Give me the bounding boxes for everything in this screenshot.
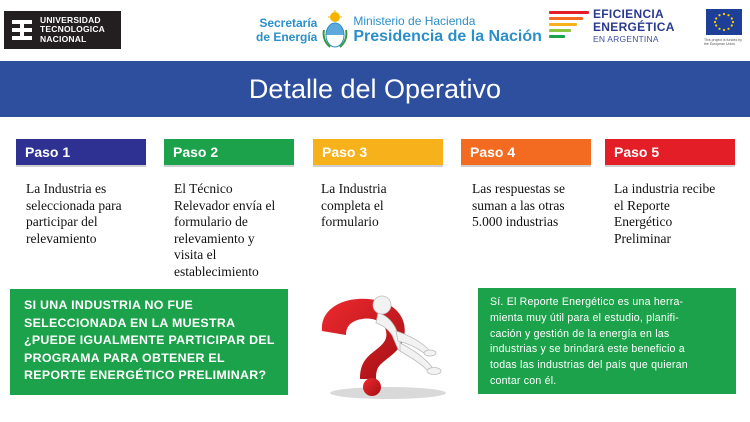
question-panel: [10, 289, 288, 395]
step-line: formulario: [321, 214, 379, 229]
page-title: Detalle del Operativo: [248, 73, 502, 104]
step-line: Las respuestas se: [472, 181, 565, 196]
step-1-label: Paso 1: [25, 144, 71, 160]
step-line: seleccionada para: [26, 197, 122, 213]
ministerio: [353, 14, 542, 46]
step-3-bar: [313, 139, 443, 167]
answer-line: mienta muy útil para el estudio, planifi-: [490, 311, 679, 324]
secretaria-line: de Energía: [256, 30, 318, 44]
step-3-label: Paso 3: [322, 144, 368, 160]
escudo-argentina-icon: [322, 10, 348, 50]
presidencia-text: Presidencia de la Nación: [353, 28, 542, 45]
step-line: establecimiento: [174, 263, 259, 279]
step-1-bar: [16, 139, 146, 167]
utn-logo-icon: [9, 17, 35, 43]
step-line: La Industria es: [26, 181, 107, 196]
eficiencia-line: EN ARGENTINA: [593, 34, 659, 44]
government-logo: [256, 9, 542, 51]
title-bar: [0, 61, 750, 117]
secretaria-line: Secretaría: [259, 16, 318, 30]
answer-line: Sí. El Reporte Energético es una herra-: [490, 296, 684, 308]
answer-line: todas las industrias del país que quieran: [490, 359, 688, 372]
step-2-description: [174, 181, 299, 280]
step-line: formulario de: [174, 214, 248, 229]
utn-name: [40, 16, 105, 45]
utn-line: TECNOLOGICA: [40, 24, 106, 35]
answer-panel: [478, 288, 736, 394]
step-line: Relevador envía el: [174, 197, 276, 213]
step-4-bar: [461, 139, 591, 167]
step-2-bar: [164, 139, 294, 167]
step-line: Preliminar: [614, 230, 671, 246]
step-4-label: Paso 4: [470, 144, 516, 160]
step-line: La industria recibe: [614, 181, 716, 196]
eficiencia-logo: [549, 8, 699, 50]
step-line: La Industria: [321, 181, 387, 196]
step-line: completa el: [321, 197, 384, 213]
utn-line: NACIONAL: [40, 33, 87, 44]
step-line: El Técnico: [174, 181, 233, 196]
eficiencia-line: ENERGÉTICA: [593, 19, 675, 34]
step-line: suman a las otras: [472, 197, 565, 213]
ministerio-text: Ministerio de Hacienda: [353, 14, 476, 28]
step-5-label: Paso 5: [614, 144, 660, 160]
secretaria-energia: [256, 16, 317, 44]
step-2-label: Paso 2: [173, 144, 219, 160]
eu-flag-icon: [706, 9, 742, 35]
question-line: SI UNA INDUSTRIA NO FUE: [24, 298, 194, 312]
step-1-description: [26, 181, 151, 247]
step-line: 5.000 industrias: [472, 214, 559, 229]
eficiencia-bars-icon: [549, 11, 589, 41]
step-line: el Reporte: [614, 197, 670, 213]
utn-line: UNIVERSIDAD: [40, 14, 101, 25]
question-line: REPORTE ENERGÉTICO PRELIMINAR?: [24, 368, 267, 382]
step-3-description: [321, 181, 446, 231]
step-4-description: [472, 181, 597, 231]
eu-caption: This project is funded by the European Union: [704, 38, 742, 46]
step-line: Energético: [614, 214, 673, 229]
answer-line: cación y gestión de la energía en las: [490, 327, 670, 340]
step-5-description: [614, 181, 744, 247]
step-line: relevamiento: [26, 230, 97, 246]
step-line: relevamiento y: [174, 230, 255, 246]
question-line: PROGRAMA PARA OBTENER EL: [24, 350, 225, 365]
question-line: ¿PUEDE IGUALMENTE PARTICIPAR DEL: [24, 333, 275, 347]
answer-line: contar con él.: [490, 374, 557, 387]
utn-logo: [4, 11, 121, 49]
question-line: SELECCIONADA EN LA MUESTRA: [24, 315, 236, 330]
step-line: participar del: [26, 214, 98, 229]
eficiencia-text: [593, 8, 675, 46]
answer-line: industrias y se brindará este beneficio a: [490, 343, 685, 356]
step-5-bar: [605, 139, 735, 167]
eficiencia-line: EFICIENCIA: [593, 7, 665, 21]
step-line: visita el: [174, 247, 217, 262]
question-mark-person-icon: [316, 291, 451, 401]
